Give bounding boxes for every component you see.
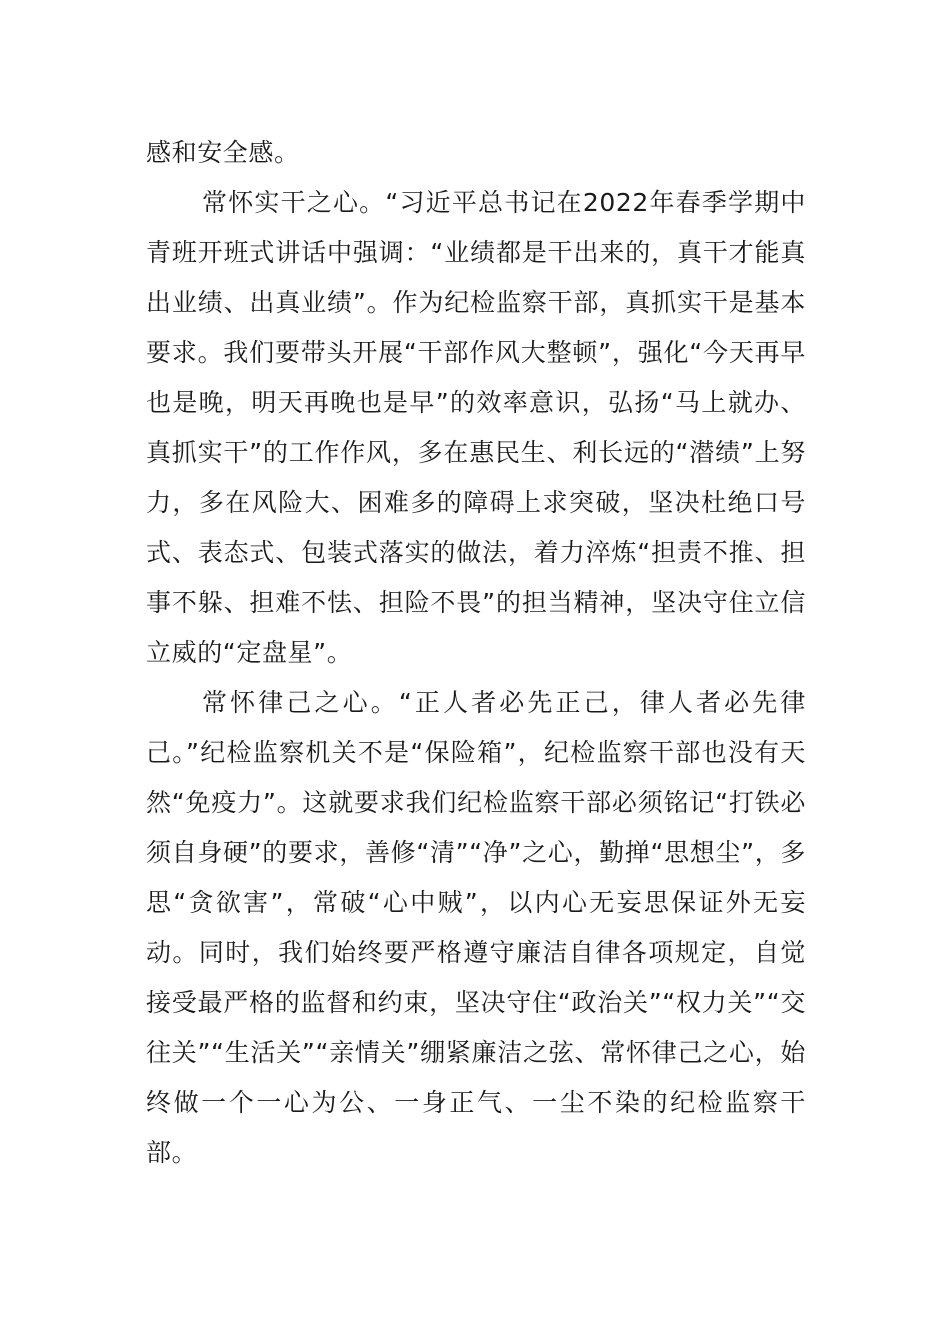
paragraph-continuation: 感和安全感。 (146, 138, 300, 167)
paragraph-self-discipline: 常怀律己之心。“正人者必先正己，律人者必先律己。”纪检监察机关不是“保险箱”，纪检监察干部也没有天然“免疫力”。这就要求我们纪检监察干部必须铭记“打铁必须自身硬”的要求，善修“清”“净”之心，勤掸“思想尘”，多思“贪欲害”，常破“心中贼”，以内心无妄思保证外无妄动。同时，我们始终要严格遵守廉洁自律各项规定，自觉接受最严格的监督和约束，坚决守住“政治关”“权力关”“交往关”“生活关”“亲情关”绷紧廉洁之弦、常怀律己之心，始终做一个一心为公、一身正气、一尘不染的纪检监察干部。 (146, 688, 806, 1167)
document-body (146, 128, 806, 1178)
paragraph-practical-work: 常怀实干之心。“习近平总书记在2022年春季学期中青班开班式讲话中强调：“业绩都是干出来的，真干才能真出业绩、出真业绩”。作为纪检监察干部，真抓实干是基本要求。我们要带头开展“干部作风大整顿”，强化“今天再早也是晚，明天再晚也是早”的效率意识，弘扬“马上就办、真抓实干”的工作作风，多在惠民生、利长远的“潜绩”上努力，多在风险大、困难多的障碍上求突破，坚决杜绝口号式、表态式、包装式落实的做法，着力淬炼“担责不推、担事不躲、担难不怯、担险不畏”的担当精神，坚决守住立信立威的“定盘星”。 (146, 188, 806, 667)
